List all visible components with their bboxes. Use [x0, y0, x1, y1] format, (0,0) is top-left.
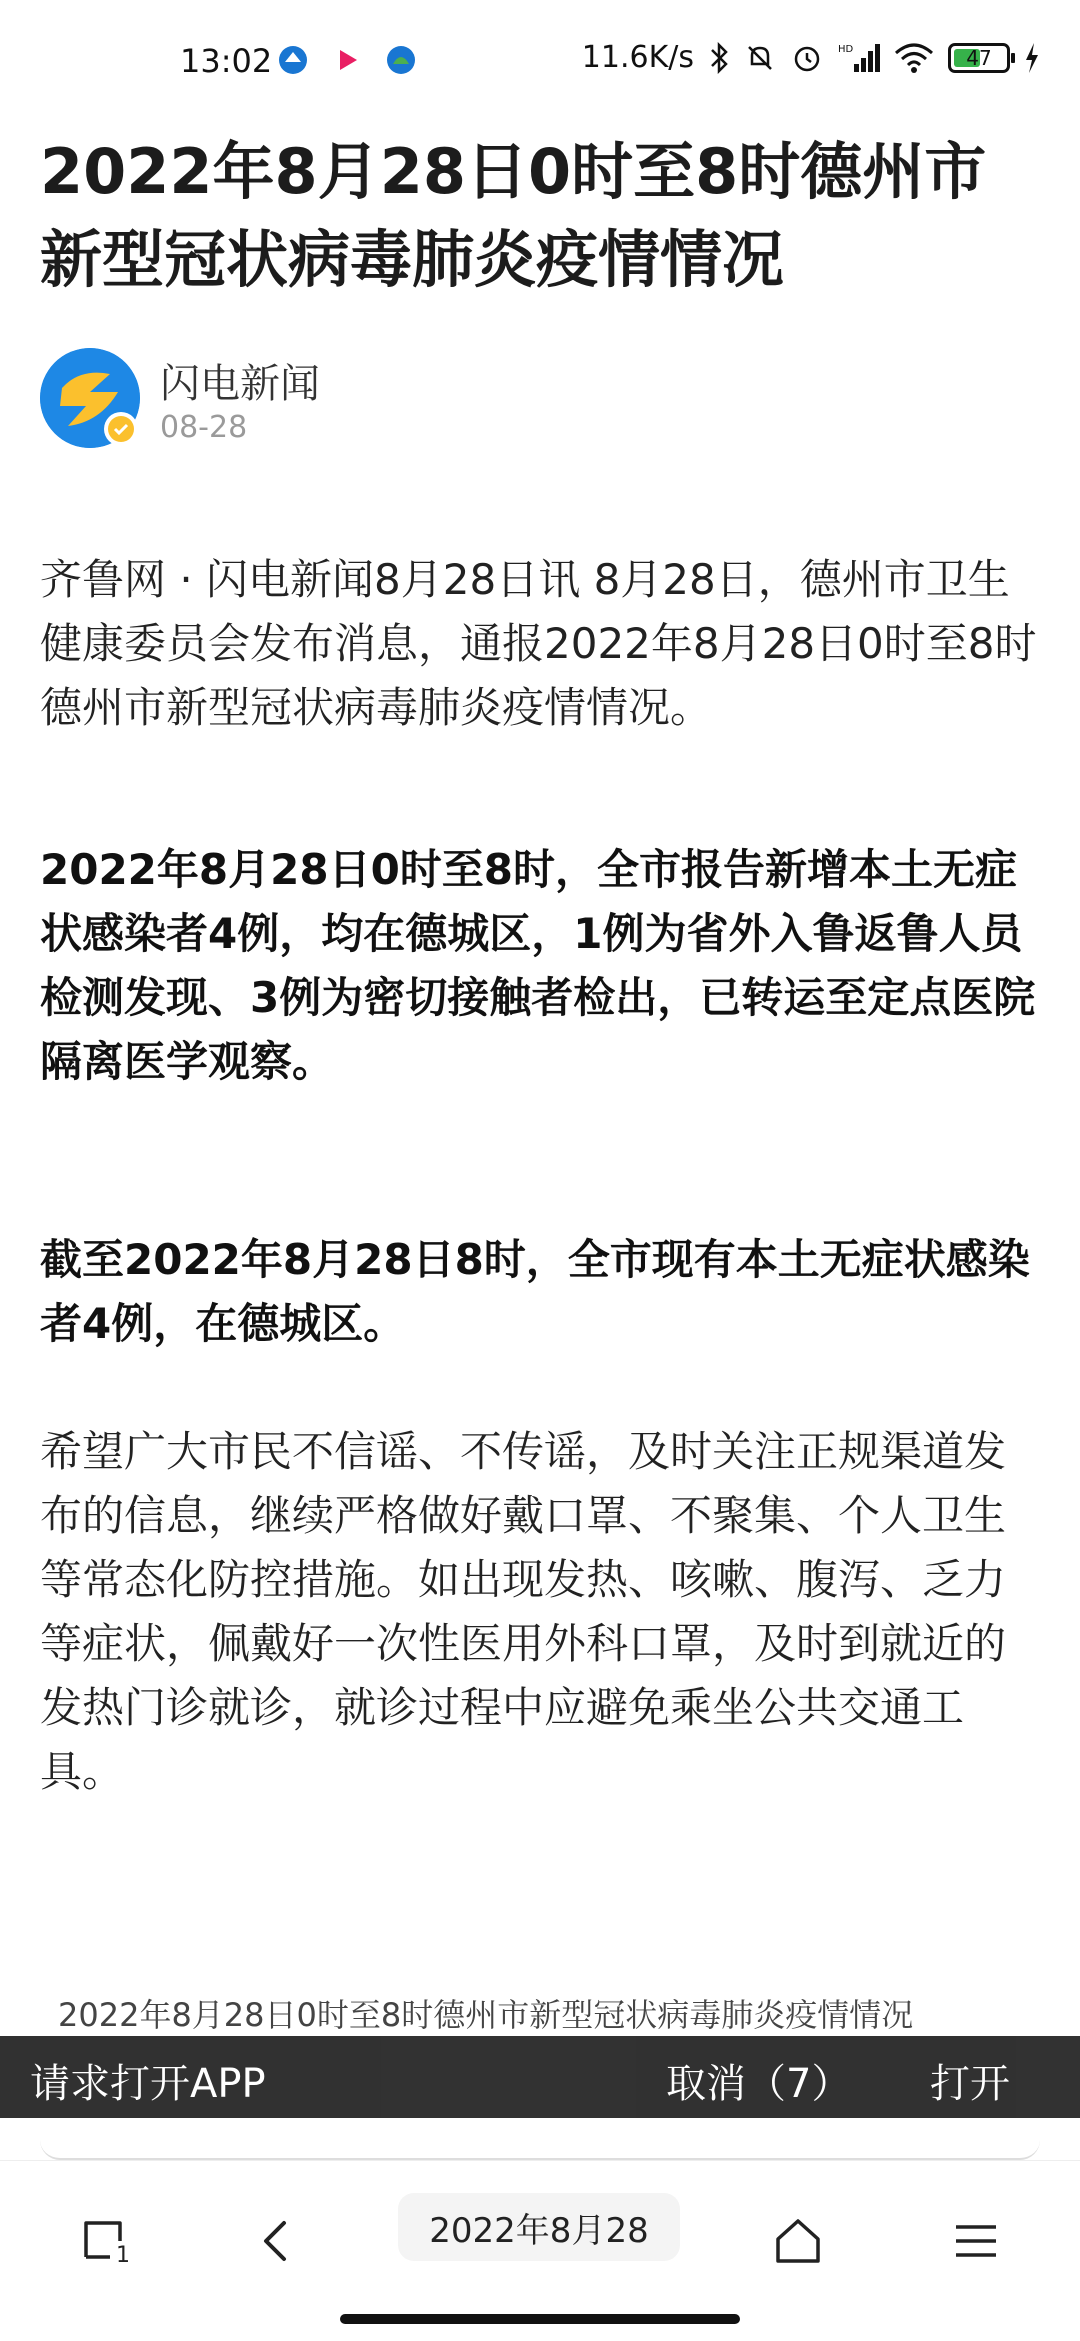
tabs-button[interactable]: [62, 2201, 142, 2281]
cancel-button[interactable]: 取消（7）: [666, 2061, 852, 2107]
open-app-prompt: 请求打开APP: [30, 2061, 266, 2107]
author-info[interactable]: [40, 348, 1040, 448]
home-icon: [772, 2215, 824, 2267]
charging-icon: [1024, 43, 1040, 73]
related-card[interactable]: [40, 2118, 1040, 2160]
publish-date: 08-28: [160, 410, 248, 445]
address-bar[interactable]: 2022年8月28: [398, 2193, 680, 2261]
menu-button[interactable]: [936, 2201, 1016, 2281]
menu-icon: [950, 2215, 1002, 2267]
wifi-icon: [894, 43, 934, 73]
app-icon-1: [277, 44, 309, 76]
article-paragraph: 希望广大市民不信谣、不传谣，及时关注正规渠道发布的信息，继续严格做好戴口罩、不聚集、个人卫生等常态化防控措施。如出现发热、咳嗽、腹泻、乏力等症状，佩戴好一次性医用外科口罩，及时到就近的发热门诊就诊，就诊过程中应避免乘坐公共交通工具。: [40, 1427, 1007, 1796]
network-speed: 11.6K/s: [581, 40, 694, 75]
tab-count: 1: [116, 2243, 130, 2268]
battery-level: 47: [966, 45, 992, 70]
notification-icons: [277, 44, 417, 76]
open-app-banner: [0, 2036, 1080, 2118]
bluetooth-icon: [708, 42, 730, 74]
back-button[interactable]: [236, 2201, 316, 2281]
chevron-left-icon: [254, 2215, 298, 2267]
svg-text:HD: HD: [838, 43, 854, 55]
article-title: 2022年8月28日0时至8时德州市新型冠状病毒肺炎疫情情况: [40, 135, 987, 296]
gesture-bar[interactable]: [340, 2314, 740, 2324]
signal-icon: [838, 42, 880, 74]
open-button[interactable]: 打开: [930, 2061, 1010, 2107]
article-paragraph: 齐鲁网 · 闪电新闻8月28日讯 8月28日，德州市卫生健康委员会发布消息，通报2022年8月28日0时至8时德州市新型冠状病毒肺炎疫情情况。: [40, 555, 1037, 732]
author-name[interactable]: 闪电新闻: [160, 361, 320, 407]
alarm-icon: [790, 41, 824, 75]
related-caption[interactable]: 2022年8月28日0时至8时德州市新型冠状病毒肺炎疫情情况: [58, 1996, 914, 2034]
status-right: [582, 40, 1040, 75]
status-time: 13:02: [180, 42, 273, 80]
play-icon: [331, 44, 363, 76]
mute-icon: [744, 42, 776, 74]
verified-badge-icon: [104, 412, 138, 446]
app-icon-2: [385, 44, 417, 76]
battery-icon: [948, 43, 1010, 73]
home-button[interactable]: [758, 2201, 838, 2281]
article-paragraph: 截至2022年8月28日8时，全市现有本土无症状感染者4例，在德城区。: [40, 1235, 1030, 1348]
status-bar: [0, 0, 1080, 124]
article-paragraph: 2022年8月28日0时至8时，全市报告新增本土无症状感染者4例，均在德城区，1例为省外入鲁返鲁人员检测发现、3例为密切接触者检出，已转运至定点医院隔离医学观察。: [40, 845, 1036, 1086]
